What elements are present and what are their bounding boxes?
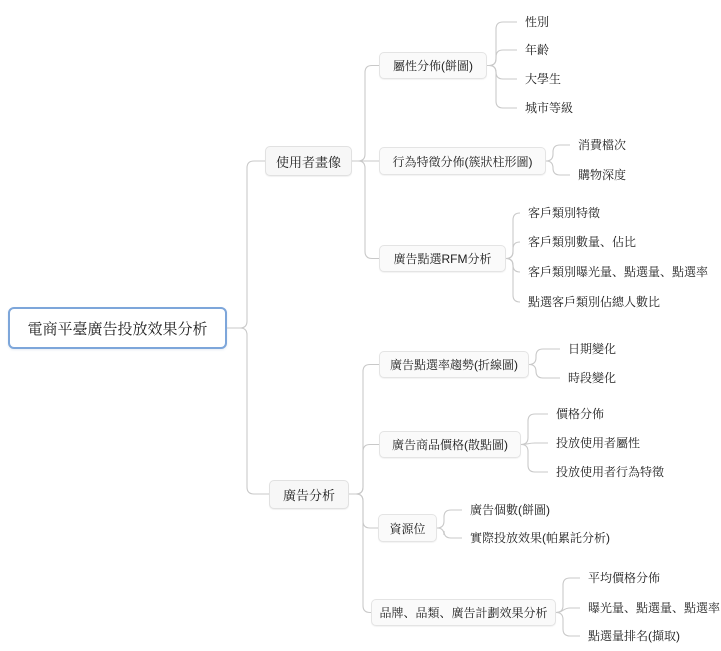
- connector: [352, 66, 379, 162]
- connector: [349, 365, 379, 495]
- connector: [521, 445, 548, 473]
- connector: [506, 259, 520, 303]
- connector: [349, 494, 378, 528]
- connector: [437, 510, 462, 528]
- connector: [349, 445, 379, 495]
- leaf-topic[interactable]: 實際投放效果(帕累託分析): [470, 531, 610, 545]
- connector: [529, 365, 560, 379]
- connector: [437, 528, 462, 538]
- connector: [521, 414, 548, 445]
- leaf-topic[interactable]: 購物深度: [578, 168, 627, 182]
- leaf-topic[interactable]: 時段變化: [568, 371, 617, 385]
- connector: [349, 494, 371, 613]
- leaf-topic[interactable]: 性別: [525, 15, 550, 29]
- connector: [521, 443, 548, 445]
- leaf-topic[interactable]: 消費檔次: [578, 138, 627, 152]
- leaf-topic[interactable]: 客戶類別特徵: [528, 206, 601, 220]
- connector: [556, 608, 580, 613]
- connector: [487, 22, 517, 66]
- leaf-topic[interactable]: 點選量排名(擷取): [588, 629, 680, 643]
- leaf-topic[interactable]: 投放使用者屬性: [556, 436, 641, 450]
- leaf-topic[interactable]: 大學生: [525, 72, 562, 86]
- node-resource-slot[interactable]: 資源位: [378, 514, 437, 542]
- node-rfm-analysis[interactable]: 廣告點選RFM分析: [379, 245, 506, 272]
- connector: [529, 349, 560, 365]
- leaf-topic[interactable]: 點選客戶類別佔總人數比: [528, 295, 661, 309]
- leaf-topic[interactable]: 平均價格分佈: [588, 571, 661, 585]
- leaf-topic[interactable]: 客戶類別數量、佔比: [528, 235, 637, 249]
- leaf-topic[interactable]: 客戶類別曝光量、點選量、點選率: [528, 265, 709, 279]
- leaf-topic[interactable]: 曝光量、點選量、點選率: [588, 601, 721, 615]
- leaf-topic[interactable]: 年齡: [525, 43, 550, 57]
- connector: [352, 161, 379, 259]
- leaf-topic[interactable]: 投放使用者行為特徵: [556, 465, 665, 479]
- node-ctr-trend[interactable]: 廣告點選率趨勢(折線圖): [379, 351, 529, 378]
- connector: [487, 50, 517, 66]
- node-brand-category-effect[interactable]: 品牌、品類、廣告計劃效果分析: [371, 599, 556, 626]
- connector: [556, 578, 580, 613]
- leaf-topic[interactable]: 城市等級: [525, 101, 574, 115]
- leaf-topic[interactable]: 日期變化: [568, 342, 617, 356]
- branch-ad-analysis[interactable]: 廣告分析: [269, 480, 349, 509]
- connector: [487, 66, 517, 109]
- node-attribute-distribution[interactable]: 屬性分佈(餅圖): [379, 52, 487, 79]
- leaf-topic[interactable]: 價格分佈: [556, 407, 605, 421]
- connector: [506, 242, 520, 259]
- root-topic[interactable]: 電商平臺廣告投放效果分析: [8, 307, 227, 349]
- branch-user-profile[interactable]: 使用者畫像: [265, 146, 352, 176]
- connector: [227, 161, 265, 328]
- connector: [487, 66, 517, 80]
- connector: [556, 613, 580, 637]
- leaf-topic[interactable]: 廣告個數(餅圖): [470, 503, 550, 517]
- node-behavior-distribution[interactable]: 行為特徵分佈(簇狀柱形圖): [379, 147, 546, 175]
- connector: [546, 161, 570, 175]
- connector: [506, 213, 520, 259]
- node-product-price[interactable]: 廣告商品價格(散點圖): [379, 431, 521, 458]
- connector: [546, 145, 570, 161]
- connector: [227, 328, 269, 494]
- connector: [506, 259, 520, 273]
